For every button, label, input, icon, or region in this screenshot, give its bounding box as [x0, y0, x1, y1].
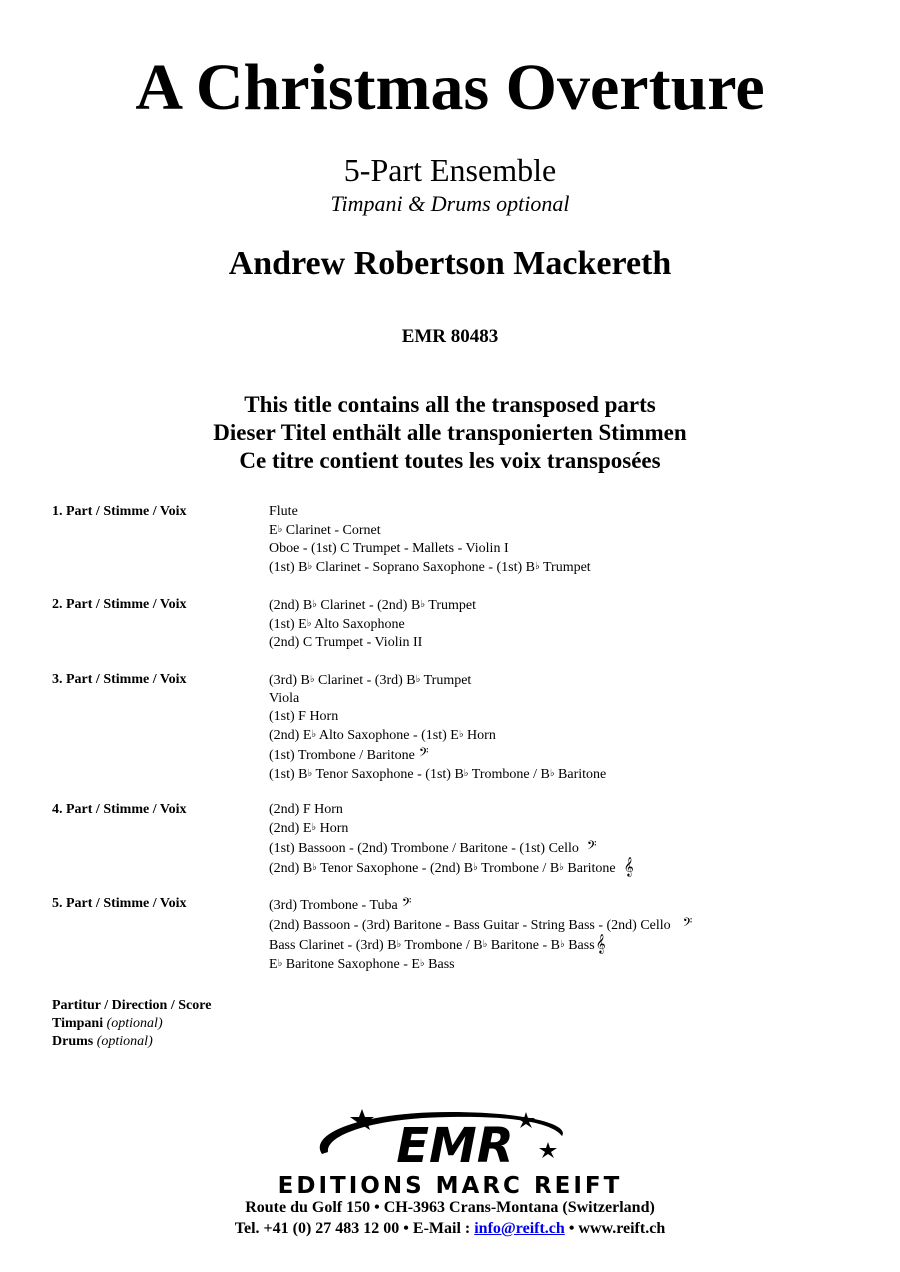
list-item: Bass Clarinet - (3rd) B♭ Trombone / B♭ Baritone - B♭ Bass𝄞	[269, 934, 606, 954]
star-icon	[539, 1142, 557, 1158]
publisher-address: Route du Golf 150 • CH-3963 Crans-Montana (Switzerland)	[245, 1199, 655, 1216]
part-1-label: 1. Part / Stimme / Voix	[52, 504, 187, 519]
list-item: (2nd) B♭ Tenor Saxophone - (2nd) B♭ Trombone / B♭ Baritone 𝄞	[269, 857, 634, 877]
list-item: E♭ Baritone Saxophone - E♭ Bass	[269, 957, 455, 972]
publisher-name: EDITIONS MARC REIFT	[277, 1173, 623, 1199]
publisher-logo	[300, 1106, 610, 1176]
score-label: Partitur / Direction / Score	[52, 998, 212, 1013]
list-item: Viola	[269, 691, 300, 706]
publisher-contact: Tel. +41 (0) 27 483 12 00 • E-Mail : info@reift.ch • www.reift.ch	[234, 1220, 666, 1237]
notice-english: This title contains all the transposed parts	[244, 392, 656, 417]
list-item: (1st) B♭ Clarinet - Soprano Saxophone - (1st) B♭ Trumpet	[269, 560, 591, 575]
list-item: (1st) B♭ Tenor Saxophone - (1st) B♭ Trombone / B♭ Baritone	[269, 767, 607, 782]
list-item: (2nd) E♭ Horn	[269, 821, 349, 836]
bass-clef-icon: 𝄢	[682, 915, 693, 933]
list-item: Flute	[269, 504, 298, 519]
part-2-instruments	[269, 596, 476, 652]
ensemble-subtitle: 5-Part Ensemble	[343, 152, 557, 188]
part-5-instruments	[269, 895, 692, 974]
part-3-label: 3. Part / Stimme / Voix	[52, 672, 187, 687]
part-2-label: 2. Part / Stimme / Voix	[52, 597, 187, 612]
list-item: (3rd) Trombone - Tuba 𝄢	[269, 895, 412, 913]
part-4-label: 4. Part / Stimme / Voix	[52, 802, 187, 817]
list-item: (1st) F Horn	[269, 709, 339, 724]
catalog-number: EMR 80483	[401, 326, 499, 347]
part-1-instruments	[269, 503, 591, 577]
timpani-label: Timpani (optional)	[52, 1016, 163, 1031]
part-3-instruments	[269, 671, 606, 784]
treble-clef-icon: 𝄞	[595, 934, 606, 954]
instrumentation-note: Timpani & Drums optional	[330, 191, 570, 216]
composer-name: Andrew Robertson Mackereth	[228, 245, 672, 282]
bass-clef-icon: 𝄢	[401, 895, 412, 913]
drums-label: Drums (optional)	[52, 1034, 153, 1049]
list-item: (2nd) B♭ Clarinet - (2nd) B♭ Trumpet	[269, 598, 476, 613]
bass-clef-icon: 𝄢	[586, 838, 597, 856]
notice-french: Ce titre contient toutes les voix transposées	[239, 448, 661, 473]
list-item: Oboe - (1st) C Trumpet - Mallets - Violin I	[269, 541, 509, 556]
list-item: (2nd) F Horn	[269, 802, 343, 817]
notice-german: Dieser Titel enthält alle transponierten Stimmen	[213, 420, 687, 445]
list-item: (2nd) C Trumpet - Violin II	[269, 635, 423, 650]
list-item: (2nd) E♭ Alto Saxophone - (1st) E♭ Horn	[269, 728, 496, 743]
list-item: (1st) Bassoon - (2nd) Trombone / Baritone - (1st) Cello 𝄢	[269, 838, 597, 856]
email-link[interactable]: info@reift.ch	[474, 1220, 565, 1237]
list-item: E♭ Clarinet - Cornet	[269, 523, 381, 538]
logo-text: EMR	[396, 1118, 514, 1174]
list-item: (1st) E♭ Alto Saxophone	[269, 617, 405, 632]
treble-clef-icon: 𝄞	[623, 857, 634, 877]
list-item: (3rd) B♭ Clarinet - (3rd) B♭ Trumpet	[269, 673, 472, 688]
list-item: (1st) Trombone / Baritone 𝄢	[269, 745, 429, 763]
list-item: (2nd) Bassoon - (3rd) Baritone - Bass Guitar - String Bass - (2nd) Cello 𝄢	[269, 915, 693, 933]
part-5-label: 5. Part / Stimme / Voix	[52, 896, 187, 911]
page-title: A Christmas Overture	[135, 51, 765, 124]
bass-clef-icon: 𝄢	[418, 745, 429, 763]
part-4-instruments	[269, 801, 634, 878]
